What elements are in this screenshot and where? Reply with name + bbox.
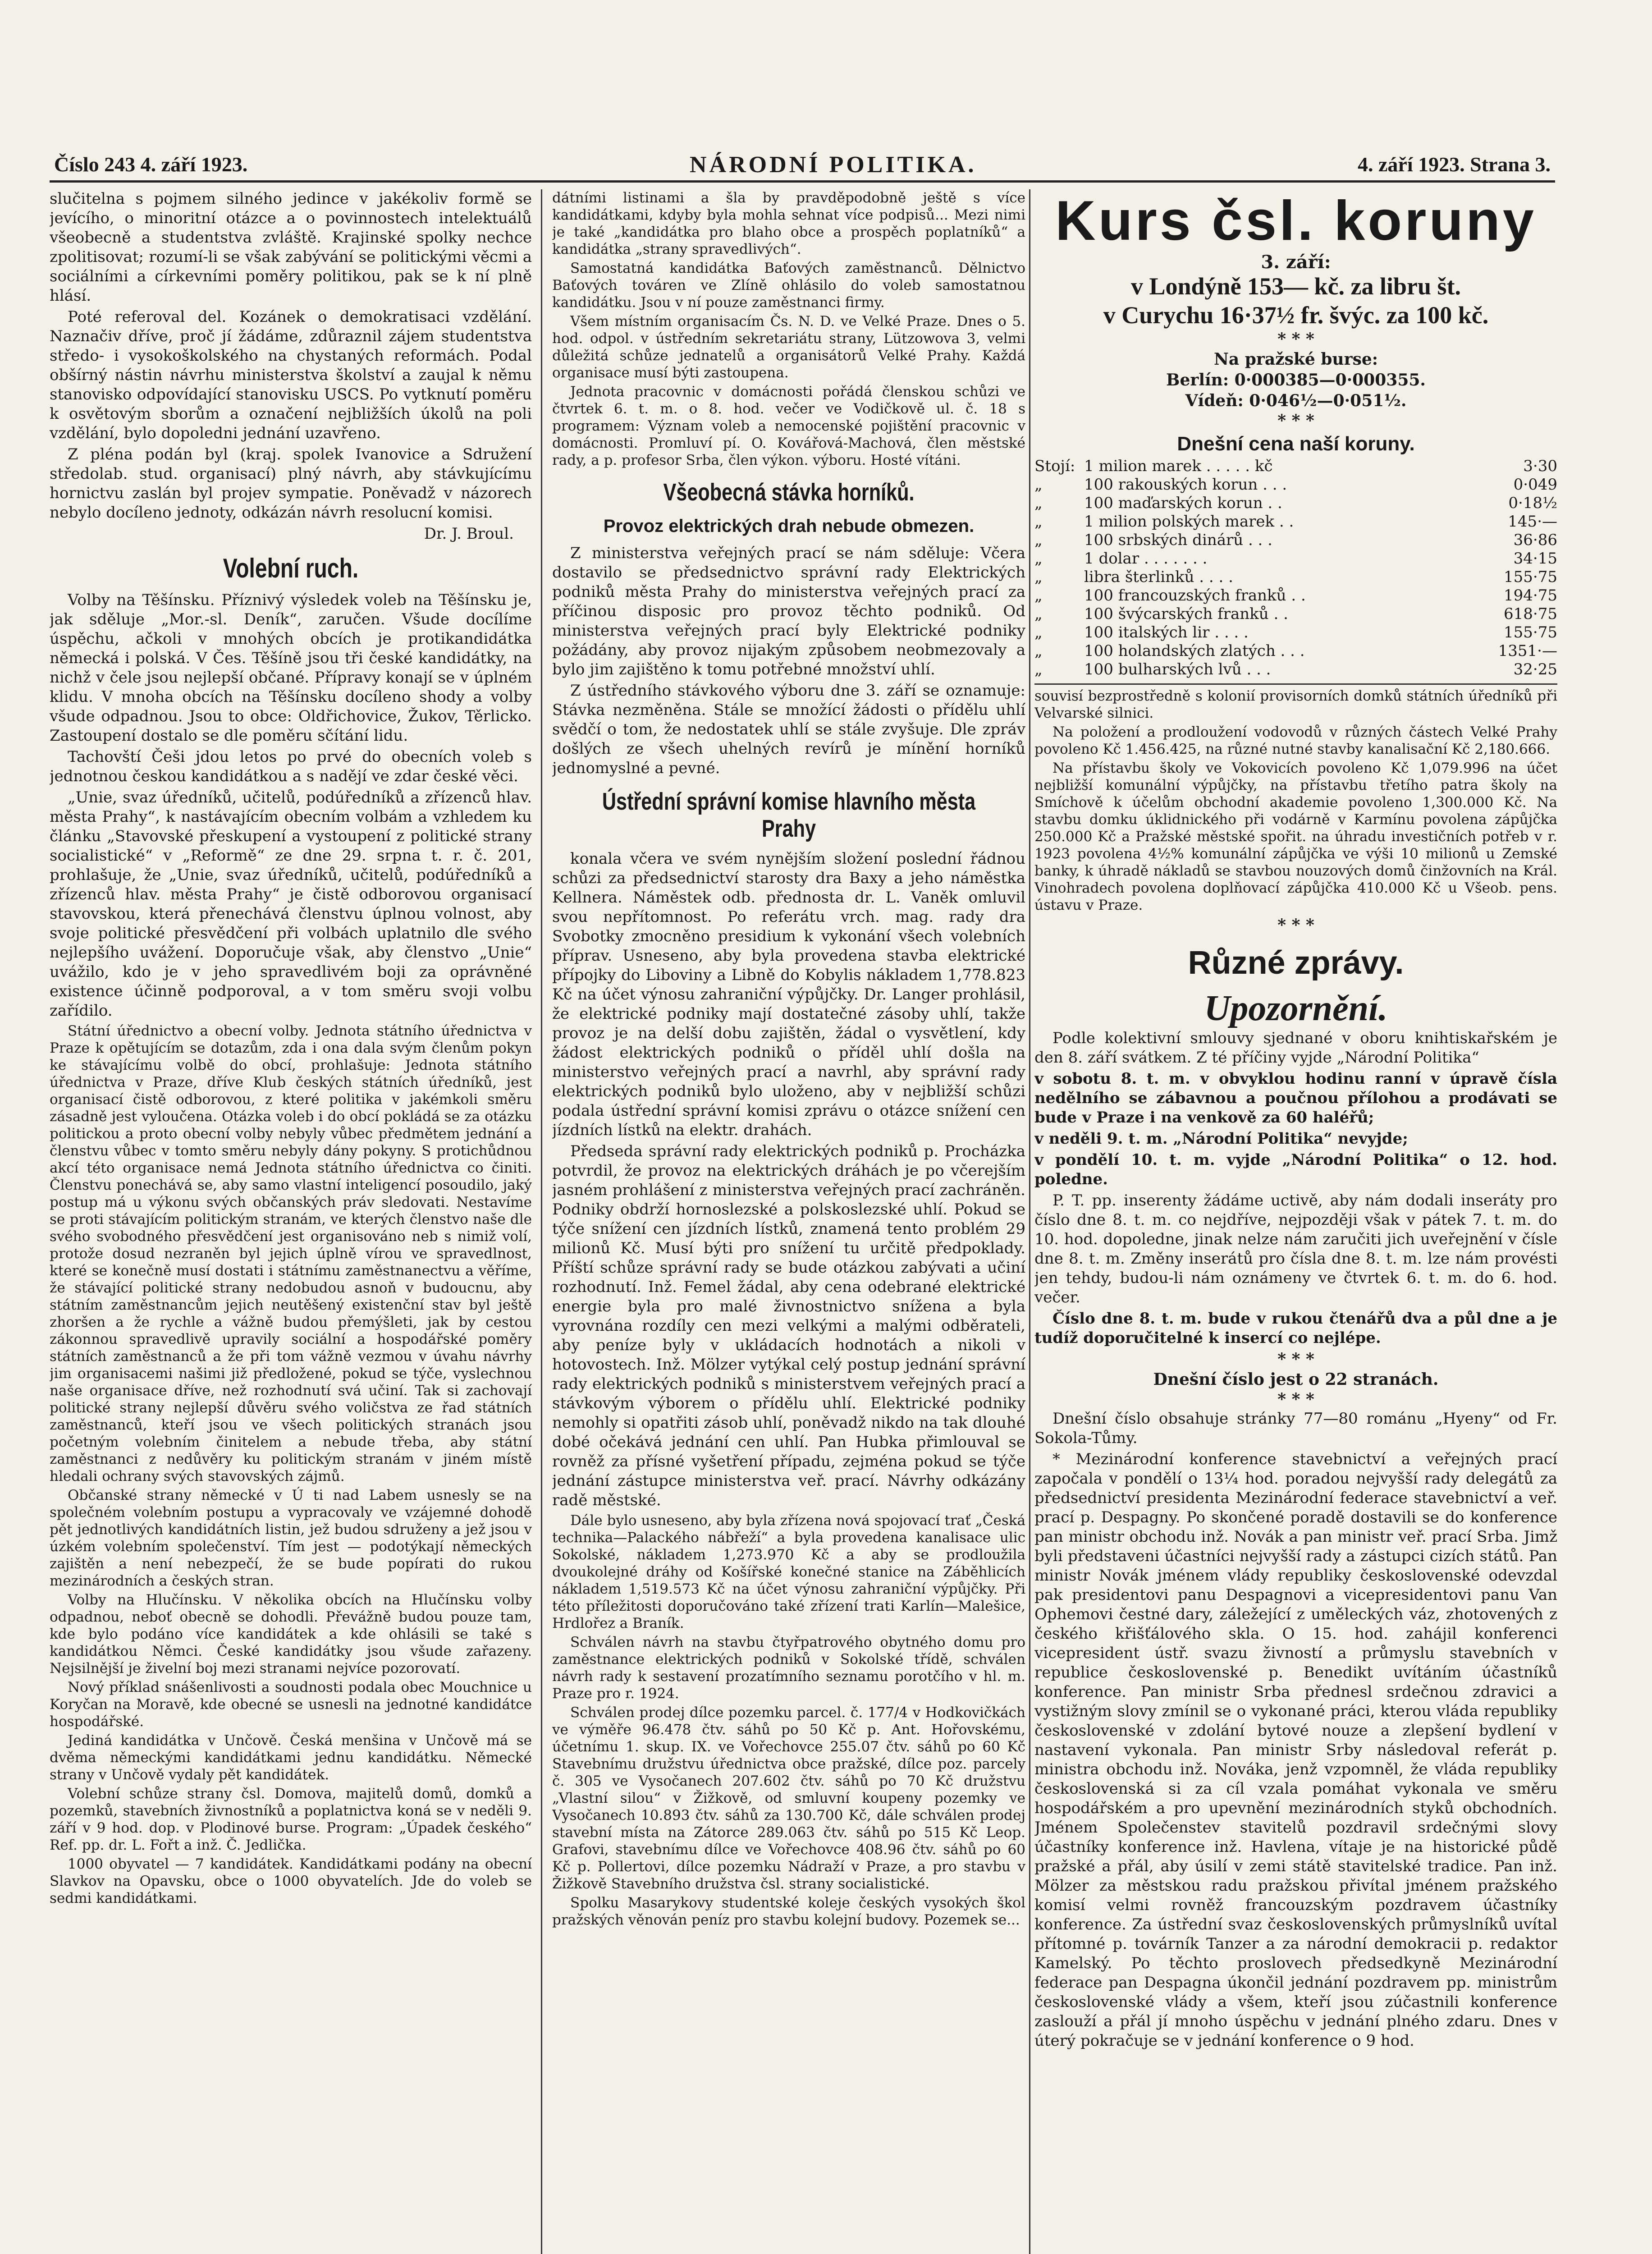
currency-value: 155·75	[1504, 568, 1557, 586]
page-header	[50, 149, 1555, 183]
currency-row	[1034, 568, 1557, 586]
notice-heading: Upozornění.	[1204, 989, 1388, 1028]
currency-value: 618·75	[1504, 605, 1557, 623]
currency-label: 1 milion polských marek . .	[1084, 513, 1294, 531]
masthead: NÁRODNÍ POLITIKA.	[690, 152, 977, 178]
article-paragraph: slučitelna s pojmem silného jedince v jakékoliv formě se jevícího, o minoritní otázce a o povinnostech intelektuálů všeobecně a studentstva zvláště. Krajinské spolky nechce zpolitisovat; rozumí-li se však zabývání se politickými věcmi a sociálními a církevními poměry politikou, pak se k ní plně hlásí.	[50, 190, 532, 305]
currency-table	[1034, 457, 1557, 679]
currency-value: 34·15	[1513, 550, 1557, 568]
currency-pre: Stojí:	[1034, 457, 1075, 475]
article-paragraph: Předseda správní rady elektrických podniků p. Procházka potvrdil, že provoz na elektrických dráhách je po včerejším jasném prohlášení z ministerstva veřejných prací zachráněn. Podniky obdrží hornoslezské a polskoslezské uhlí. Pokud se týče snížení cen jízdních lístků, znamená tento problém 29 milionů Kč. Musí býti pro snížení tu určitě předpoklady. Příští schůze správní rady se bude otázkou zabývati a učiní rozhodnutí. Inž. Femel žádal, aby cena odebrané elektrické energie byla pro malé živnostnictvo snížena a byla vyrovnána rozdíly cen mezi velkými a malými odběrateli, aby peníze byly v ukládacích hodnotách a nikoli v hotovostech. Inž. Mölzer vytýkal celý postup jednání správní rady elektrických podniků s ministerstvem veřejných prací a stávkovým výborem o přídělu uhlí. Elektrické podniky nemohly si opatřiti zásob uhlí, poněvadž nikdo na tak dlouhé dobé očekává jednání cen uhlí. Pan Hubka přimlouval se rovněž za přísné vyšetření případu, zejména pokud se týče jednání zástupce ministerstva veř. prací. Návrhy odkázány radě městské.	[552, 1142, 1025, 1509]
currency-value: 145·—	[1508, 513, 1557, 531]
article-paragraph: * Mezinárodní konference stavebnictví a veřejných prací započala v pondělí o 13¼ hod. poradou nejvyšší rady delegátů za předsednictví presidenta Mezinárodní federace stavebnictví a veř. prací p. Despagny. Po skončené poradě dostavili se do konference pan ministr obchodu inž. Novák a pan ministr veř. prací Srba. Jimž byli představeni účastníci nejvyšší rady a zástupci cizích států. Pan ministr Novák jménem vlády republiky československé odevzdal pak presidentovi panu Despagnovi a vicepresidentovi panu Van Ophemovi čestné dary, záležející z uměleckých váz, zhotovených z českého křišťálového skla. O 15. hod. zahájil konferenci vicepresident ústř. svazu živností a průmyslu stavebních v republice československé p. Benedikt uvítáním účastníků konference. Pan ministr Srba přednesl srdečnou zdravici a vystižným slovy zmínil se o vykonané práci, kterou vláda republiky československé v zdolání bytové nouze a zlepšení bydlení v nastavení vykonala. Pan ministr Srby následoval referát p. ministra obchodu inž. Nováka, jenž vzpomněl, že vláda republiky československá si za cíl vzala pomáhat vykonala ve směru hospodářském a pro upevnění mezinárodních styků obchodních. Jménem Společenstev stavitelů pozdravil srdečnými slovy účastníky konference inž. Havlena, vítaje je na historické půdě pražské a přál, aby úsilí v zemi státě stavitelské tradice. Pan inž. Mölzer za městskou radu pražskou přivítal jménem pražského komisí velmi rovněž francouzským pozdravem účastníky konference. Za ústřední svaz československých průmyslníků uvítal přítomné p. továrník Tanzer a za národní demokracii p. redaktor Kamelský. Po těchto proslovech předsedkyně Mezinárodní federace pan Despagna úkončil jednání pozdravem pp. ministrům československé vlády a všem, kteří jsou zúčastnili konference zaslouží a přál jí mnoho úspěchu v jednání plného zdaru. Dnes v úterý pokračuje se v jednání konference o 9 hod.	[1034, 1450, 1557, 2050]
currency-row	[1034, 457, 1557, 476]
currency-label: 100 bulharských lvů . . .	[1084, 660, 1271, 678]
news-item: Volby na Těšínsku. Příznivý výsledek voleb na Těšínsku je, jak sděluje „Mor.-sl. Deník“, zaručen. Všude docílíme úspěchu, ačkoli v mnohých obcích je protikandidátka německá i polská. V Čes. Těšíně jsou tři české kandidátky, na nichž v čele jsou nejlepší občané. Přípravy konají se v úplném klidu. V mnoha obcích na Těšínsku docíleno shody a volby všude odpadnou. Jsou to obce: Oldřichovice, Žukov, Těrlicko. Zastoupení dostalo se dle poměru sčítání lidu.	[50, 591, 532, 745]
currency-label: 100 srbských dinárů . . .	[1084, 531, 1272, 549]
section-heading: Různé zprávy.	[1188, 945, 1404, 981]
news-item: Volby na Hlučínsku. V několika obcích na Hlučínsku volby odpadnou, neboť obecně se dohodli. Převážně budou pouze tam, kde bylo podáno více kandidátek a kde ohlásili se také s kandidátkou Němci. České kandidátky jsou všude zařazeny. Nejsilnější je živelní boj mezi stranami nejvíce pozorovatí.	[50, 1592, 532, 1677]
article-paragraph: Dnešní číslo obsahuje stránky 77—80 románu „Hyeny“ od Fr. Sokola-Tůmy.	[1034, 1410, 1557, 1447]
currency-row	[1034, 660, 1557, 679]
news-item: „Unie, svaz úředníků, učitelů, podúředníků a zřízenců hlav. města Prahy“, k nastávajícím obecním volbám a vzhledem ku článku „Stavovské přeskupení a vystoupení z politické strany socialistické“ v „Reformě“ ze dne 29. srpna t. r. č. 201, prohlašuje, že „Unie, svaz úředníků, učitelů, podúředníků a zřízenců hlav. města Prahy“ je čistě odborovou organisací stavovskou, která přenechává členstvu úplnou volnost, aby svoje politické přesvědčení při volbách uplatnilo dle svého nejlepšího uvážení. Doporučuje však, aby členstvo „Unie“ uvážilo, kdo je v jeho spravedlivém boji za oprávněné existence účinně podporoval, a v tom směru svoji volbu zařídilo.	[50, 788, 532, 1020]
currency-row	[1034, 605, 1557, 623]
currency-row	[1034, 494, 1557, 513]
divider	[1034, 683, 1557, 685]
notice-paragraph: P. T. pp. inserenty žádáme uctivě, aby nám dodali inseráty pro číslo dne 8. t. m. co nejdříve, nejpozději však v pátek 7. t. m. do 10. hod. dopoledne, jinak nelze nám zaručiti jich uveřejnění v čísle dne 8. t. m. Změny inserátů pro čísla dne 8. t. m. lze nám provésti jen tehdy, budou-li nám oznámeny ve čtvrtek 6. t. m. do 6. hod. večer.	[1034, 1191, 1557, 1306]
news-item: Samostatná kandidátka Baťových zaměstnanců. Dělnictvo Baťových továren ve Zlíně ohlásilo do voleb samostatnou kandidátku. Jsou v ní pouze zaměstnanci firmy.	[552, 260, 1025, 311]
currency-label: 100 francouzských franků . .	[1084, 586, 1306, 605]
currency-pre: „	[1034, 605, 1043, 623]
berlin-rate: Berlín: 0·000385—0·000355.	[1166, 371, 1426, 389]
column-rule	[541, 189, 542, 2254]
vienna-rate: Vídeň: 0·046½—0·051½.	[1185, 391, 1407, 410]
currency-pre: „	[1034, 476, 1043, 494]
notice-paragraph: v sobotu 8. t. m. v obvyklou hodinu ranní v úpravě čísla nedělního se zábavnou a poučnou přílohou a prodávati se bude v Praze i na venkově za 60 haléřů;	[1034, 1070, 1557, 1127]
currency-row	[1034, 513, 1557, 531]
currency-value: 0·18½	[1508, 494, 1557, 512]
currency-pre: „	[1034, 531, 1043, 549]
currency-label: 100 švýcarských franků . .	[1084, 605, 1288, 623]
exchange-rate-date: 3. září:	[1261, 252, 1331, 273]
currency-value: 3·30	[1523, 457, 1557, 475]
currency-label: 100 rakouských korun . . .	[1084, 476, 1287, 494]
article-paragraph: Z pléna podán byl (kraj. spolek Ivanovice a Sdružení středolab. stud. organisací) plný návrh, aby stávkujícímu hornictvu zaslán byl projev sympatie. Poněvadž v názorech nebylo docíleno jednoty, odkázán návrh resolucní komisi.	[50, 445, 532, 522]
section-subheading: Provoz elektrických drah nebude obmezen.	[603, 516, 975, 536]
currency-label: 1 dolar . . . . . . .	[1084, 550, 1208, 568]
currency-pre: „	[1034, 550, 1043, 568]
article-paragraph: Na položení a prodloužení vodovodů v různých částech Velké Prahy povoleno Kč 1.456.425, na různé nutné stavby kanalisační Kč 2,180.666.	[1034, 724, 1557, 757]
article-paragraph: konala včera ve svém nynějším složení poslední řádnou schůzi za předsednictví starosty dra Baxy a jeho náměstka Kellnera. Náměstek odb. přednosta dr. L. Vaněk omluvil svou nepřítomnost. Po referátu vrch. mag. rady dra Svobotky zmocněno presidium k vykonání všech volebních příprav. Usneseno, aby byla provedena stavba elektrické přípojky do Liboviny a Libně do Kobylis nákladem 1,778.823 Kč na účet výnosu zahraniční výpůjčky. Dr. Langer prohlásil, že elektrické podniky mají dostatečné zásoby uhlí, takže provoz je na delší dobu zajištěn, žádal o vysvětlení, kdy žádost elektrických podniků o příděl uhlí došla na ministerstvo veřejných prací a navrhl, aby správní rady elektrických podniků bylo uloženo, aby v nejbližší schůzi podala ústřední správní komisi zprávu o otázce snížení cen jízdních lístků na elektr. drahách.	[552, 850, 1025, 1139]
date-page-info: 4. září 1923. Strana 3.	[1357, 153, 1551, 176]
news-item: Jediná kandidátka v Unčově. Česká menšina v Unčově má se dvěma německými kandidátkami jednu kandidátku. Německé strany v Unčově vydaly pět kandidátek.	[50, 1732, 532, 1783]
separator-stars: * * *	[1277, 1350, 1314, 1369]
currency-row	[1034, 623, 1557, 642]
currency-value: 36·86	[1513, 531, 1557, 549]
currency-row	[1034, 586, 1557, 605]
article-paragraph: souvisí bezprostředně s kolonií provisorních domků státních úředníků při Velvarské silnici.	[1034, 688, 1557, 721]
currency-label: libra šterlinků . . . .	[1084, 568, 1233, 586]
news-item: Volební schůze strany čsl. Domova, majitelů domů, domků a pozemků, stavebních živnostníků a poplatnictva koná se v neděli 9. září v 9 hod. dop. v Plodinové burse. Program: „Úpadek českého“ Ref. pp. dr. L. Fořt a inž. Č. Jedlička.	[50, 1786, 532, 1853]
notice-paragraph: Podle kolektivní smlouvy sjednané v oboru knihtiskařském je den 8. září svátkem. Z té příčiny vyjde „Národní Politika“	[1034, 1029, 1557, 1067]
separator-stars: * * *	[1277, 330, 1314, 348]
article-paragraph: Poté referoval del. Kozánek o demokratisaci vzdělání. Naznačiv dříve, proč jí žádáme, zdůraznil zájem studentstva středo- i vysokoškolského na chystaných reformách. Podal obšírný nástin návrhu ministerstva školství a zaujal k němu stanovisko odpovídající stanovisku USCS. Po vytknutí poměru k osvětovým sborům a označení nejbližších úkolů na poli vzdělání, bylo dopoledni jednání uzavřeno.	[50, 308, 532, 442]
column-3	[1034, 189, 1557, 2254]
article-paragraph: Z ministerstva veřejných prací se nám sděluje: Včera dostavilo se předsednictvo správní rady Elektrických podniků města Prahy do ministerstva veřejných prací za příčinou disposic pro provoz těchto podniků. Od ministerstva veřejných prací byly Elektrické podniky požádány, aby provoz nijakým způsobem neobmezovaly a bylo jim zajištěno k tomu potřebné množství uhlí.	[552, 544, 1025, 678]
column-rule	[1029, 189, 1030, 2254]
currency-pre: „	[1034, 513, 1043, 531]
news-item: Všem místním organisacím Čs. N. D. ve Velké Praze. Dnes o 5. hod. odpol. v ústředním sekretariátu strany, Lützowova 3, velmi důležitá schůze jednatelů a organisátorů Velké Prahy. Každá organisace musí býti zastoupena.	[552, 313, 1025, 381]
notice-paragraph: Číslo dne 8. t. m. bude v rukou čtenářů dva a půl dne a je tudíž doporučitelné k insercí co nejlépe.	[1034, 1310, 1557, 1347]
signature: Dr. J. Broul.	[424, 525, 514, 543]
exchange-rate-title: Kurs čsl. koruny	[1055, 190, 1537, 252]
zurich-rate: v Curychu 16·37½ fr. švýc. za 100 kč.	[1103, 302, 1489, 329]
news-item: Státní úřednictvo a obecní volby. Jednota státního úřednictva v Praze k opětujícím se dotazům, zda i ona dala svým členům pokyn ke stávajícímu volbě do obcí, prohlašuje: Jednota státního úřednictva v Praze, dříve Klub českých státních úředníků, jest organisací čistě odborovou, z které politika v jakémkoli směru zásadně jest vyloučena. Otázka voleb i do obcí pokládá se za otázku politickou a proto obecní volby nebyly vůbec předmětem jednání a členstvu vůbec v tomto směru nebyly dány pokyny. S protichůdnou akcí této organisace nemá Jednota státního úřednictva co činiti. Členstvu ponechává se, aby samo vlastní inteligencí posoudilo, jaký postup má u výkonu svých občanských práv sledovati. Nestavíme se proti stávajícím politickým stranám, ve kterých členstvo naše dle svého svobodného přesvědčení jest organisováno neb s nimiž volí, protože dosud nezraněn byl jejich úplně vírou ve spravedlnost, které se konečně musí dostati i státnímu zaměstnanectvu a věříme, že stávající politické strany nedobudou asnoň v budoucnu, aby státním zaměstnancům jejich neutěšený existenční stav byl ještě zhoršen a že rychle a vážně budou přemýšleti, jak by cestou zákonnou spravedlivě upravily sociální a hospodářské poměry státních zaměstnanců a že při tom vážně vezmou v úvahu návrhy jim organisacemi našimi již předložené, pokud se týče, vyslechnou naše organisace dříve, než rozhodnutí svá učiní. Tak si zachovají politické strany nejlepší důvěru svého voličstva ze řad státních zaměstnanců, kteří jsou ve všech politických stranách jsou početným volebním činitelem a nebude třeba, aby státní zaměstnanci z nedůvěry ku politickým stranám v jiném místě hledali ochrany svých stavovských zájmů.	[50, 1023, 532, 1484]
currency-value: 155·75	[1504, 623, 1557, 641]
currency-label: 1 milion marek . . . . . kč	[1084, 457, 1273, 475]
currency-label: 100 maďarských korun . .	[1084, 494, 1282, 512]
article-paragraph: Z ústředního stávkového výboru dne 3. září se oznamuje: Stávka nezměněna. Stále se množící žádosti o přídělu uhlí svědčí o tom, že nedostatek uhlí se stále zvyšuje. Dle zpráv došlých ze všech uhelných revírů je mínění horníků jednomyslné a pevné.	[552, 682, 1025, 777]
notice-paragraph: v neděli 9. t. m. „Národní Politika“ nevyjde;	[1034, 1130, 1408, 1148]
notice-paragraph: v pondělí 10. t. m. vyjde „Národní Politika“ o 12. hod. poledne.	[1034, 1151, 1557, 1188]
currency-row	[1034, 550, 1557, 568]
burza-label: Na pražské burse:	[1213, 350, 1378, 369]
news-item: Jednota pracovnic v domácnosti pořádá členskou schůzi ve čtvrtek 6. t. m. o 8. hod. večer ve Vodičkově ul. č. 18 s programem: Význam voleb a nemocenské pojištění pracovnic v domácnosti. Promluví pí. O. Kovářová-Machová, člen městské rady, a p. profesor Srba, člen výkon. výboru. Hosté vítáni.	[552, 384, 1025, 468]
article-paragraph: Schválen prodej dílce pozemku parcel. č. 177/4 v Hodkovičkách ve výměře 96.478 čtv. sáhů po 50 Kč p. Ant. Hořovskému, účetnímu 1. skup. IX. ve Vořechovce 255.07 čtv. sáhů po 60 Kč Stavebnímu družstvu úřednictva obce pražské, dílce poz. parcely č. 305 ve Vysočanech 207.602 čtv. sáhů po 70 Kč družstvu „Vlastní silou“ v Žižkově, od smluvní koupeny pozemky ve Vysočanech 10.893 čtv. sáhů za 130.700 Kč, dále schválen prodej stavební místa na Zátorce 289.063 čtv. sáhů po 515 Kč Leop. Grafovi, stavebnímu dílce ve Vořechovce 408.96 čtv. sáhů po 60 Kč p. Pollertovi, dílce pozemku Nádraží v Praze, a pro stavbu v Žižkově Stavebního družstva čsl. strany socialistické.	[552, 1704, 1025, 1892]
column-1	[50, 189, 532, 2254]
column-2	[552, 189, 1025, 2254]
currency-pre: „	[1034, 623, 1043, 641]
crown-value-title: Dnešní cena naší koruny.	[1177, 433, 1415, 455]
currency-pre: „	[1034, 586, 1043, 605]
currency-row	[1034, 476, 1557, 494]
news-item: Občanské strany německé v Ú ti nad Labem usnesly se na společném volebním postupu a vypracovaly ve vzájemné dohodě pět jednotlivých kandidátních listin, jež budou sdruženy a jež jsou v úzkém volebním společenství. Tím jest — podotýkají německých zajištěn a není nebezpečí, že se bude popírati do rukou mezinárodních a českých stran.	[50, 1487, 532, 1589]
separator-stars: * * *	[1277, 411, 1314, 430]
london-rate: v Londýně 153— kč. za libru št.	[1130, 273, 1461, 300]
currency-pre: „	[1034, 660, 1043, 678]
news-item: Tachovští Češi jdou letos po prvé do obecních voleb s jednotnou českou kandidátkou a s nadějí ve zdar české věci.	[50, 748, 532, 785]
article-paragraph: Na přístavbu školy ve Vokovicích povoleno Kč 1,079.996 na účet nejbližší komunální výpůjčky, na přístavbu třetího patra školy na Smíchově k účelům obchodní akademie povoleno 1,300.000 Kč. Na stavbu domku úklidnického při vodárně v Karmínu povolena zápůjčka 250.000 Kč a Pražské městské spořit. na úhradu investičních potřeb v r. 1923 povolena 4½% komunální zápůjčka ve výši 10 milionů u Zemské banky, k úhradě nákladů se stavbou nouzových domů činžovních na Král. Vinohradech povolena doplňovací zápůjčka 410.000 Kč u Všeob. pens. ústavu v Praze.	[1034, 760, 1557, 913]
currency-pre: „	[1034, 642, 1043, 660]
issue-info: Číslo 243 4. září 1923.	[54, 153, 248, 176]
currency-row	[1034, 531, 1557, 550]
currency-label: 100 holandských zlatých . . .	[1084, 642, 1305, 660]
currency-value: 0·049	[1513, 476, 1557, 494]
separator-stars: * * *	[1277, 916, 1314, 935]
currency-pre: „	[1034, 568, 1043, 586]
section-heading: Volební ruch.	[223, 553, 359, 583]
article-paragraph: Spolku Masarykovy studentské koleje českých vysokých škol pražských věnován peníz pro stavbu kolejní budovy. Pozemek se...	[552, 1895, 1025, 1928]
article-paragraph: Schválen návrh na stavbu čtyřpatrového obytného domu pro zaměstnance elektrických podniků v Sokolské třídě, schválen návrh rady k sestavení prozatímního seznamu porotčího v hl. m. Praze pro r. 1924.	[552, 1634, 1025, 1702]
article-paragraph: Dále bylo usneseno, aby byla zřízena nová spojovací trať „Česká technika—Palackého nábřeží“ a byla provedena kanalisace ulic Sokolské, nákladem 1,273.970 Kč a aby se prodloužila dvoukolejné dráhy od Košířské konečné stanice na Záběhlicích nákladem 1,519.573 Kč na účet výnosu zahraniční výpůjčky. Při této příležitosti doporučováno také zřízení trati Karlín—Malešice, Hrdlořez a Braník.	[552, 1512, 1025, 1631]
currency-label: 100 italských lir . . . .	[1084, 623, 1249, 641]
news-item: 1000 obyvatel — 7 kandidátek. Kandidátkami podány na obecní Slavkov na Opavsku, obce o 1000 obyvatelích. Jde do voleb se sedmi kandidátkami.	[50, 1856, 532, 1906]
currency-row	[1034, 642, 1557, 660]
currency-value: 1351·—	[1498, 642, 1557, 660]
currency-value: 194·75	[1504, 586, 1557, 605]
section-heading: Všeobecná stávka horníků.	[663, 479, 915, 506]
news-item: Nový příklad snášenlivosti a soudnosti podala obec Mouchnice u Koryčan na Moravě, kde obecné se usnesli na jednotné kandidátce hospodářské.	[50, 1679, 532, 1730]
currency-pre: „	[1034, 494, 1043, 512]
currency-value: 32·25	[1513, 660, 1557, 678]
section-heading: Ústřední správní komise hlavního města Prahy	[602, 788, 976, 842]
article-paragraph: dátními listinami a šla by pravděpodobně ještě s více kandidátkami, kdyby byla mohla sehnat více podpisů... Mezi nimi je také „kandidátka pro blaho obce a prospěch poplatníků“ a kandidátka „strany spravedlivých“.	[552, 190, 1025, 257]
separator-stars: * * *	[1277, 1390, 1314, 1409]
page-count-note: Dnešní číslo jest o 22 stranách.	[1153, 1370, 1439, 1389]
